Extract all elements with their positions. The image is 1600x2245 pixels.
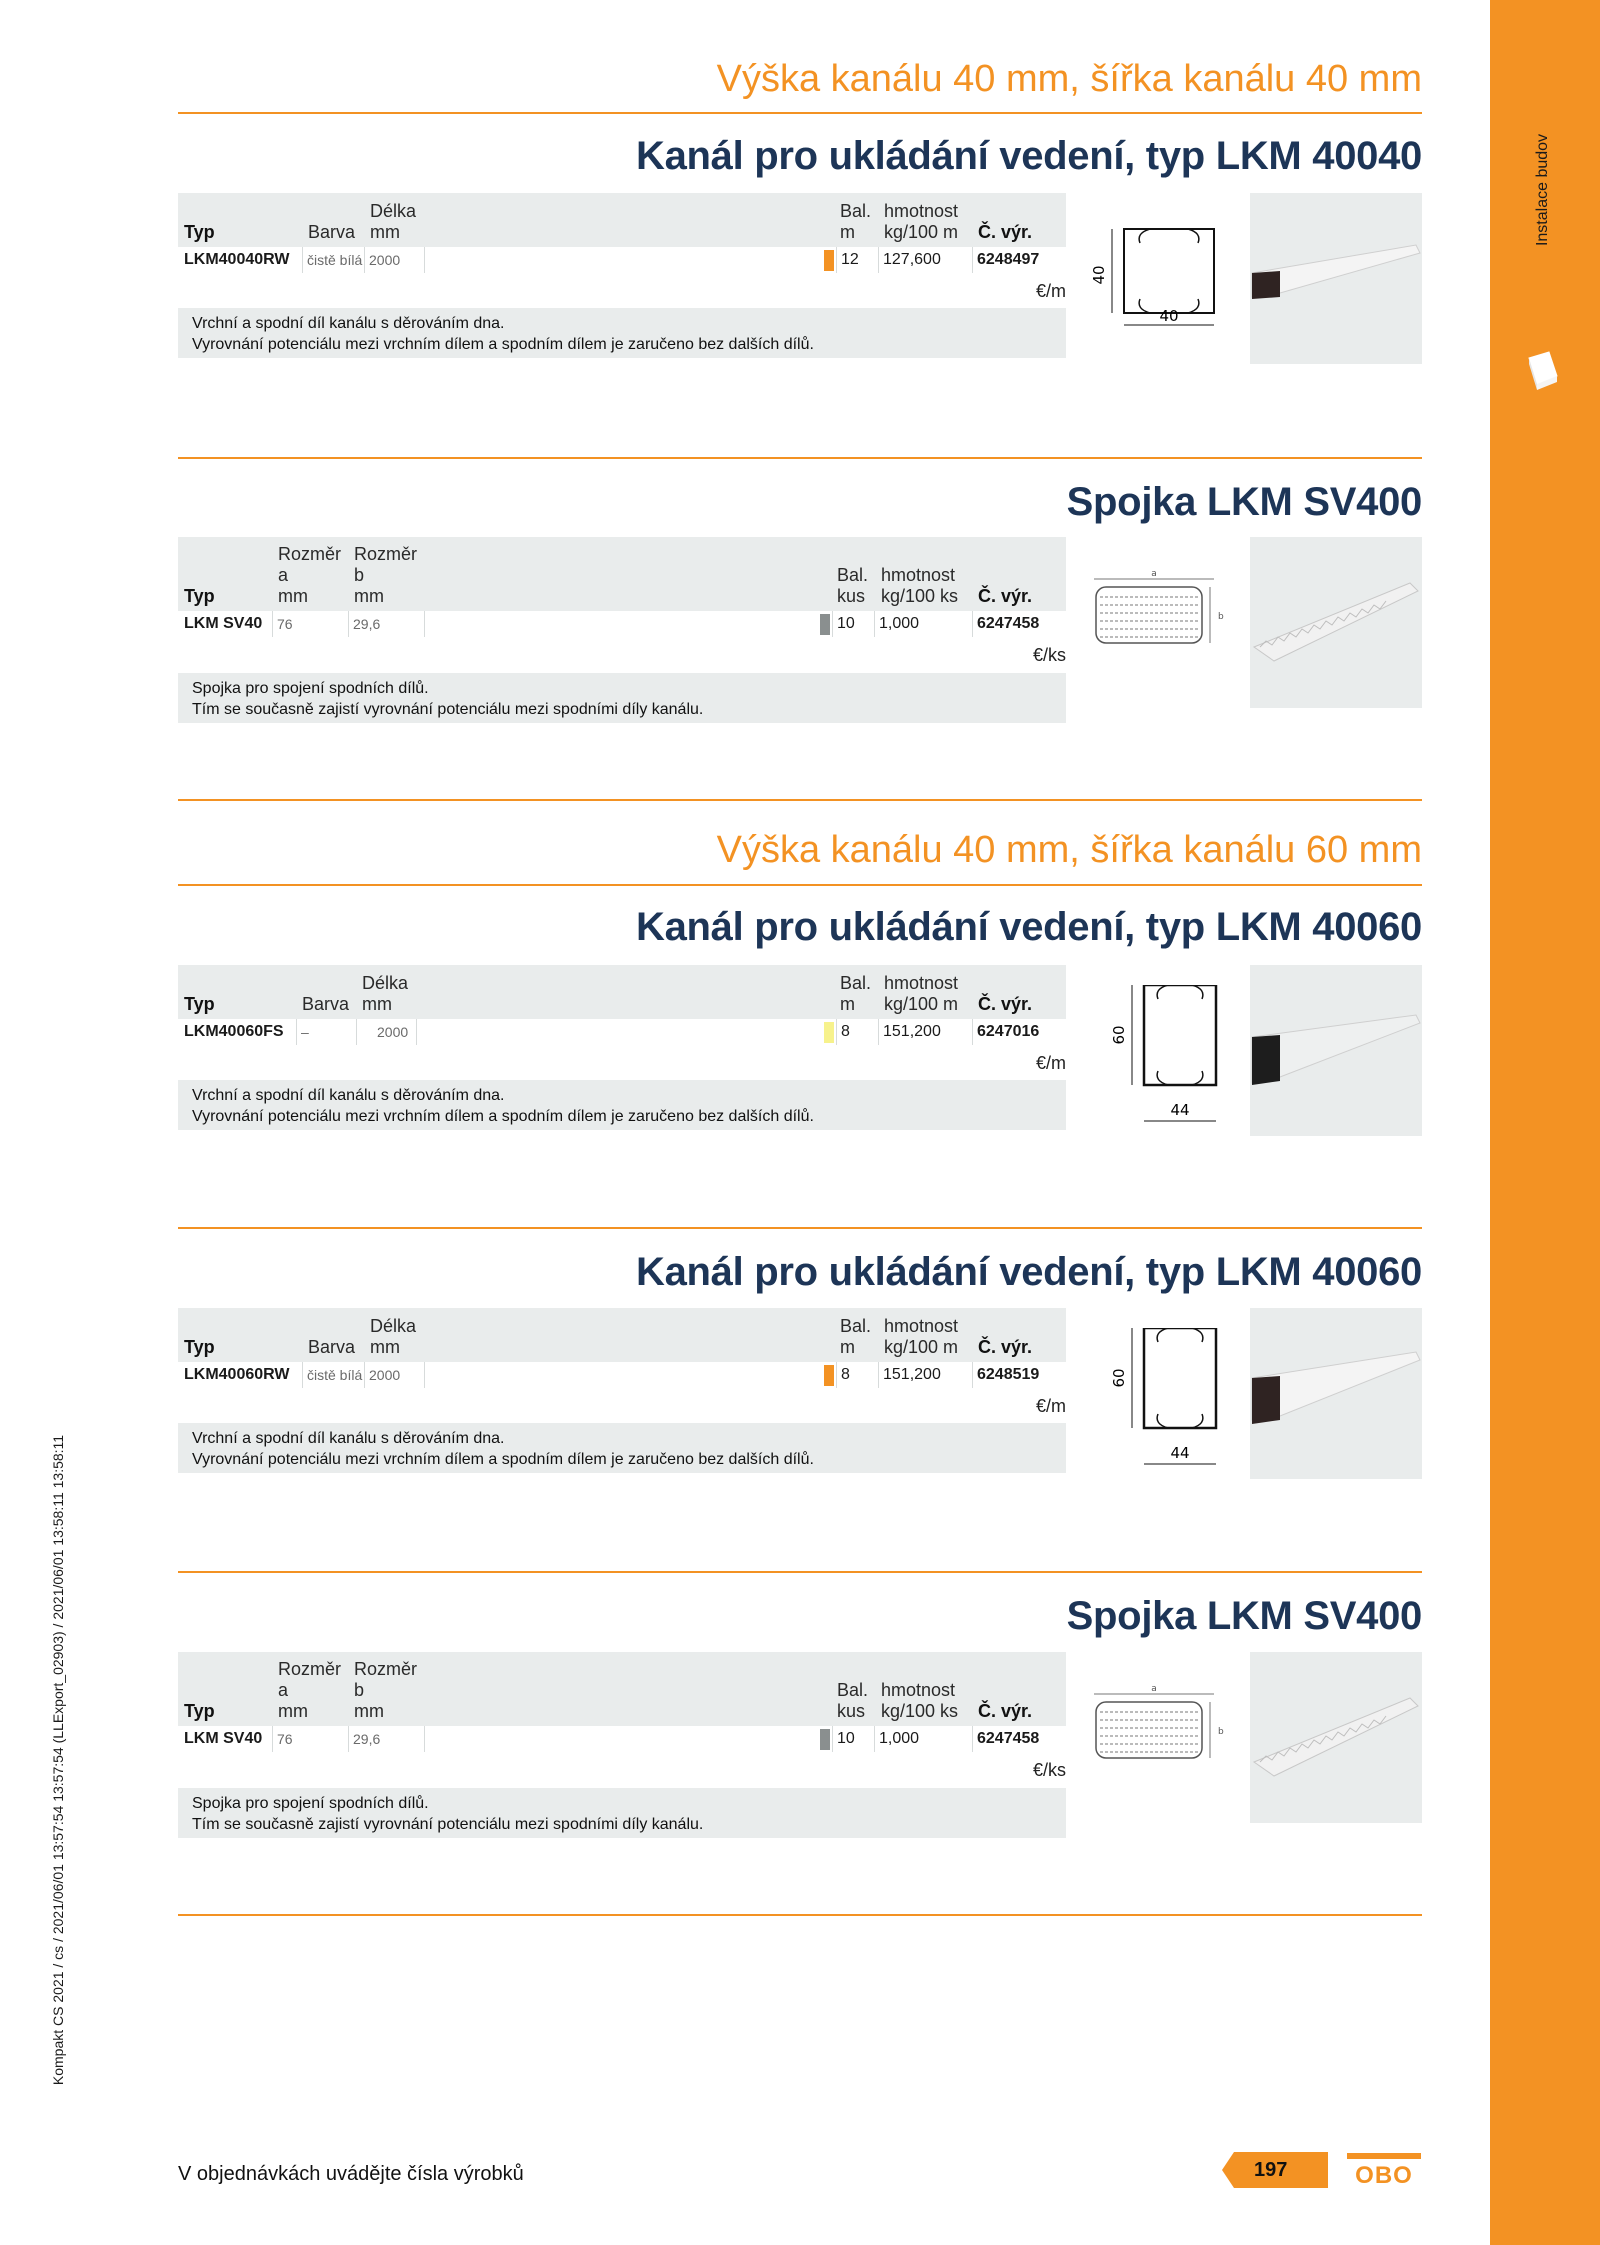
cross-section-drawing [1088, 1328, 1228, 1498]
product-title: Kanál pro ukládání vedení, typ LKM 40060 [635, 905, 1422, 949]
side-category-label: Instalace budov [1534, 133, 1551, 247]
section-rule [178, 1914, 1422, 1916]
dim-width-label: 44 [1170, 1444, 1190, 1462]
table-row [178, 1017, 1066, 1045]
cell-type: LKM SV40 [184, 615, 263, 632]
cell-pack: 8 [836, 1362, 878, 1388]
product-photo [1250, 1308, 1422, 1479]
price-unit: €/ks [1032, 1760, 1066, 1780]
header-length-unit: mm [370, 222, 400, 242]
page-number: 197 [1254, 2159, 1288, 2181]
cell-spacer [424, 611, 820, 637]
dim-height-label: 60 [1110, 1025, 1128, 1045]
channel-photo-illustration [1250, 1308, 1422, 1479]
product-description [178, 1080, 1066, 1130]
header-pack-unit: m [840, 1337, 855, 1357]
header-color: Barva [308, 222, 356, 242]
header-pack: Bal. [840, 1316, 872, 1336]
color-swatch [820, 1729, 830, 1750]
section-title-2: Výška kanálu 40 mm, šířka kanálu 60 mm [716, 829, 1422, 871]
cell-article: 6248519 [972, 1362, 1066, 1388]
section-rule [178, 1571, 1422, 1573]
section-rule [178, 112, 1422, 114]
product-photo [1250, 965, 1422, 1136]
description-line-2: Vyrovnání potenciálu mezi vrchním dílem a spodním dílem je zaručeno bez dalších dílů. [192, 1451, 814, 1468]
product-table [178, 537, 1066, 637]
dim-b-label: b [1218, 612, 1224, 622]
header-article: Č. výr. [978, 1337, 1033, 1357]
header-length-unit: mm [370, 1337, 400, 1357]
cell-size-b: 29,6 [348, 611, 424, 637]
description-line-1: Spojka pro spojení spodních dílů. [192, 1795, 429, 1812]
dim-b-label: b [1218, 1727, 1224, 1737]
header-size-b: Rozměr [354, 544, 418, 564]
cell-spacer [416, 1019, 824, 1045]
header-length: Délka [370, 1316, 417, 1336]
header-article: Č. výr. [978, 1701, 1033, 1721]
header-size-a-letter: a [278, 565, 289, 585]
connector-drawing [1088, 1682, 1228, 1832]
header-size-a: Rozměr [278, 544, 342, 564]
table-row [178, 245, 1066, 273]
header-weight: hmotnost [881, 565, 956, 585]
section-rule [178, 1227, 1422, 1229]
table-row [178, 1724, 1066, 1752]
cross-section-drawing [1088, 985, 1228, 1155]
cell-weight: 151,200 [878, 1019, 972, 1045]
header-length: Délka [362, 973, 409, 993]
price-unit: €/m [1035, 281, 1066, 301]
cell-type: LKM40060FS [184, 1023, 284, 1040]
header-size-a-letter: a [278, 1680, 289, 1700]
obo-logo-mark [1345, 2150, 1423, 2188]
header-article: Č. výr. [978, 222, 1033, 242]
cell-color: – [296, 1019, 356, 1045]
product-title: Kanál pro ukládání vedení, typ LKM 40060 [635, 1250, 1422, 1294]
price-unit: €/m [1035, 1053, 1066, 1073]
header-weight-unit: kg/100 ks [881, 1701, 959, 1721]
header-weight: hmotnost [884, 973, 959, 993]
cell-article: 6247016 [972, 1019, 1066, 1045]
header-type: Typ [184, 586, 215, 606]
product-block-lkm-sv40 [178, 537, 1423, 767]
header-size-b-letter: b [354, 1680, 365, 1700]
product-photo [1250, 537, 1422, 708]
cell-size-b: 29,6 [348, 1726, 424, 1752]
header-weight-unit: kg/100 m [884, 222, 959, 242]
cell-article: 6247458 [972, 1726, 1066, 1752]
header-length: Délka [370, 201, 417, 221]
header-type: Typ [184, 1701, 215, 1721]
product-title: Spojka LKM SV400 [1066, 480, 1422, 524]
connector-photo-illustration [1250, 537, 1422, 708]
header-size-b-letter: b [354, 565, 365, 585]
connector-drawing [1088, 567, 1228, 717]
dim-width-label: 40 [1159, 307, 1179, 325]
dim-height-label: 60 [1110, 1368, 1128, 1388]
cell-pack: 10 [832, 1726, 874, 1752]
product-block-lkm40060fs [178, 965, 1423, 1195]
product-photo [1250, 1652, 1422, 1823]
header-pack: Bal. [840, 973, 872, 993]
cell-pack: 10 [832, 611, 874, 637]
description-line-1: Vrchní a spodní díl kanálu s děrováním dna. [192, 1087, 505, 1104]
color-swatch [824, 1022, 834, 1043]
header-color: Barva [308, 1337, 356, 1357]
header-pack: Bal. [840, 201, 872, 221]
cell-type: LKM SV40 [184, 1730, 263, 1747]
print-info: Kompakt CS 2021 / cs / 2021/06/01 13:57:54 13:57:54 (LLExport_02903) / 2021/06/01 13:58:11 13:58:11 [50, 1434, 66, 2086]
cell-weight: 127,600 [878, 247, 972, 273]
cell-size-a: 76 [272, 611, 348, 637]
color-swatch [824, 1365, 834, 1386]
header-article: Č. výr. [978, 586, 1033, 606]
cell-pack: 12 [836, 247, 878, 273]
header-pack-unit: m [840, 994, 855, 1014]
cell-article: 6248497 [972, 247, 1066, 273]
cell-spacer [424, 247, 824, 273]
color-swatch [824, 250, 834, 271]
product-description [178, 308, 1066, 358]
header-type: Typ [184, 222, 215, 242]
header-pack: Bal. [837, 565, 869, 585]
cell-article: 6247458 [972, 611, 1066, 637]
cell-weight: 1,000 [874, 611, 972, 637]
cell-size-a: 76 [272, 1726, 348, 1752]
header-weight: hmotnost [884, 1316, 959, 1336]
header-weight-unit: kg/100 ks [881, 586, 959, 606]
cell-color: čistě bílá [302, 1362, 364, 1388]
cell-spacer [424, 1726, 820, 1752]
cell-spacer [424, 1362, 824, 1388]
header-type: Typ [184, 994, 215, 1014]
header-article: Č. výr. [978, 994, 1033, 1014]
cell-length: 2000 [364, 1362, 424, 1388]
description-line-2: Tím se současně zajistí vyrovnání potenciálu mezi spodními díly kanálu. [192, 701, 704, 718]
cell-length: 2000 [356, 1019, 416, 1045]
header-weight: hmotnost [881, 1680, 956, 1700]
product-title: Kanál pro ukládání vedení, typ LKM 40040 [635, 134, 1422, 178]
table-row [178, 609, 1066, 637]
product-description [178, 673, 1066, 723]
dim-a-label: a [1151, 1684, 1157, 1694]
description-line-2: Vyrovnání potenciálu mezi vrchním dílem a spodním dílem je zaručeno bez dalších dílů. [192, 1108, 814, 1125]
product-table [178, 1308, 1066, 1388]
header-size-a-unit: mm [278, 586, 308, 606]
section-title-1: Výška kanálu 40 mm, šířka kanálu 40 mm [716, 58, 1422, 100]
header-size-a: Rozměr [278, 1659, 342, 1679]
header-weight: hmotnost [884, 201, 959, 221]
price-unit: €/m [1035, 1396, 1066, 1416]
cell-type: LKM40060RW [184, 1366, 290, 1383]
channel-photo-illustration [1250, 965, 1422, 1136]
description-line-1: Vrchní a spodní díl kanálu s děrováním dna. [192, 1430, 505, 1447]
product-table [178, 965, 1066, 1045]
obo-logo [1345, 2150, 1423, 2188]
section-rule [178, 884, 1422, 886]
header-pack: Bal. [837, 1680, 869, 1700]
table-header [178, 1308, 1066, 1360]
color-swatch [820, 614, 830, 635]
cell-type: LKM40040RW [184, 251, 290, 268]
description-line-1: Spojka pro spojení spodních dílů. [192, 680, 429, 697]
svg-text:OBO: OBO [1355, 2162, 1413, 2188]
section-rule [178, 799, 1422, 801]
header-length-unit: mm [362, 994, 392, 1014]
header-type: Typ [184, 1337, 215, 1357]
header-size-b: Rozměr [354, 1659, 418, 1679]
side-band [1490, 0, 1600, 2245]
product-description [178, 1423, 1066, 1473]
header-weight-unit: kg/100 m [884, 994, 959, 1014]
cell-weight: 1,000 [874, 1726, 972, 1752]
dim-height-label: 40 [1090, 265, 1108, 285]
cell-length: 2000 [364, 247, 424, 273]
dim-width-label: 44 [1170, 1101, 1190, 1119]
description-line-1: Vrchní a spodní díl kanálu s děrováním dna. [192, 315, 505, 332]
description-line-2: Tím se současně zajistí vyrovnání potenciálu mezi spodními díly kanálu. [192, 1816, 704, 1833]
table-row [178, 1360, 1066, 1388]
header-pack-unit: m [840, 222, 855, 242]
dim-a-label: a [1151, 569, 1157, 579]
header-size-b-unit: mm [354, 586, 384, 606]
cross-section-drawing [1088, 213, 1228, 363]
header-color: Barva [302, 994, 350, 1014]
header-size-b-unit: mm [354, 1701, 384, 1721]
table-header [178, 1652, 1066, 1724]
cell-color: čistě bílá [302, 247, 364, 273]
section-rule [178, 457, 1422, 459]
product-photo [1250, 193, 1422, 364]
product-table [178, 193, 1066, 273]
header-pack-unit: kus [837, 1701, 866, 1721]
cable-channel-icon [1527, 350, 1561, 390]
connector-photo-illustration [1250, 1652, 1422, 1823]
table-header [178, 537, 1066, 609]
product-block-lkm-sv40-2 [178, 1652, 1423, 1882]
cell-pack: 8 [836, 1019, 878, 1045]
footer-note: V objednávkách uvádějte čísla výrobků [178, 2163, 524, 2185]
price-unit: €/ks [1032, 645, 1066, 665]
cell-weight: 151,200 [878, 1362, 972, 1388]
table-header [178, 965, 1066, 1017]
channel-photo-illustration [1250, 193, 1422, 364]
header-pack-unit: kus [837, 586, 866, 606]
header-weight-unit: kg/100 m [884, 1337, 959, 1357]
product-block-lkm40060rw [178, 1308, 1423, 1538]
product-description [178, 1788, 1066, 1838]
header-size-a-unit: mm [278, 1701, 308, 1721]
table-header [178, 193, 1066, 245]
product-title: Spojka LKM SV400 [1066, 1594, 1422, 1638]
description-line-2: Vyrovnání potenciálu mezi vrchním dílem a spodním dílem je zaručeno bez dalších dílů. [192, 336, 814, 353]
product-table [178, 1652, 1066, 1752]
product-block-lkm40040rw [178, 193, 1423, 423]
